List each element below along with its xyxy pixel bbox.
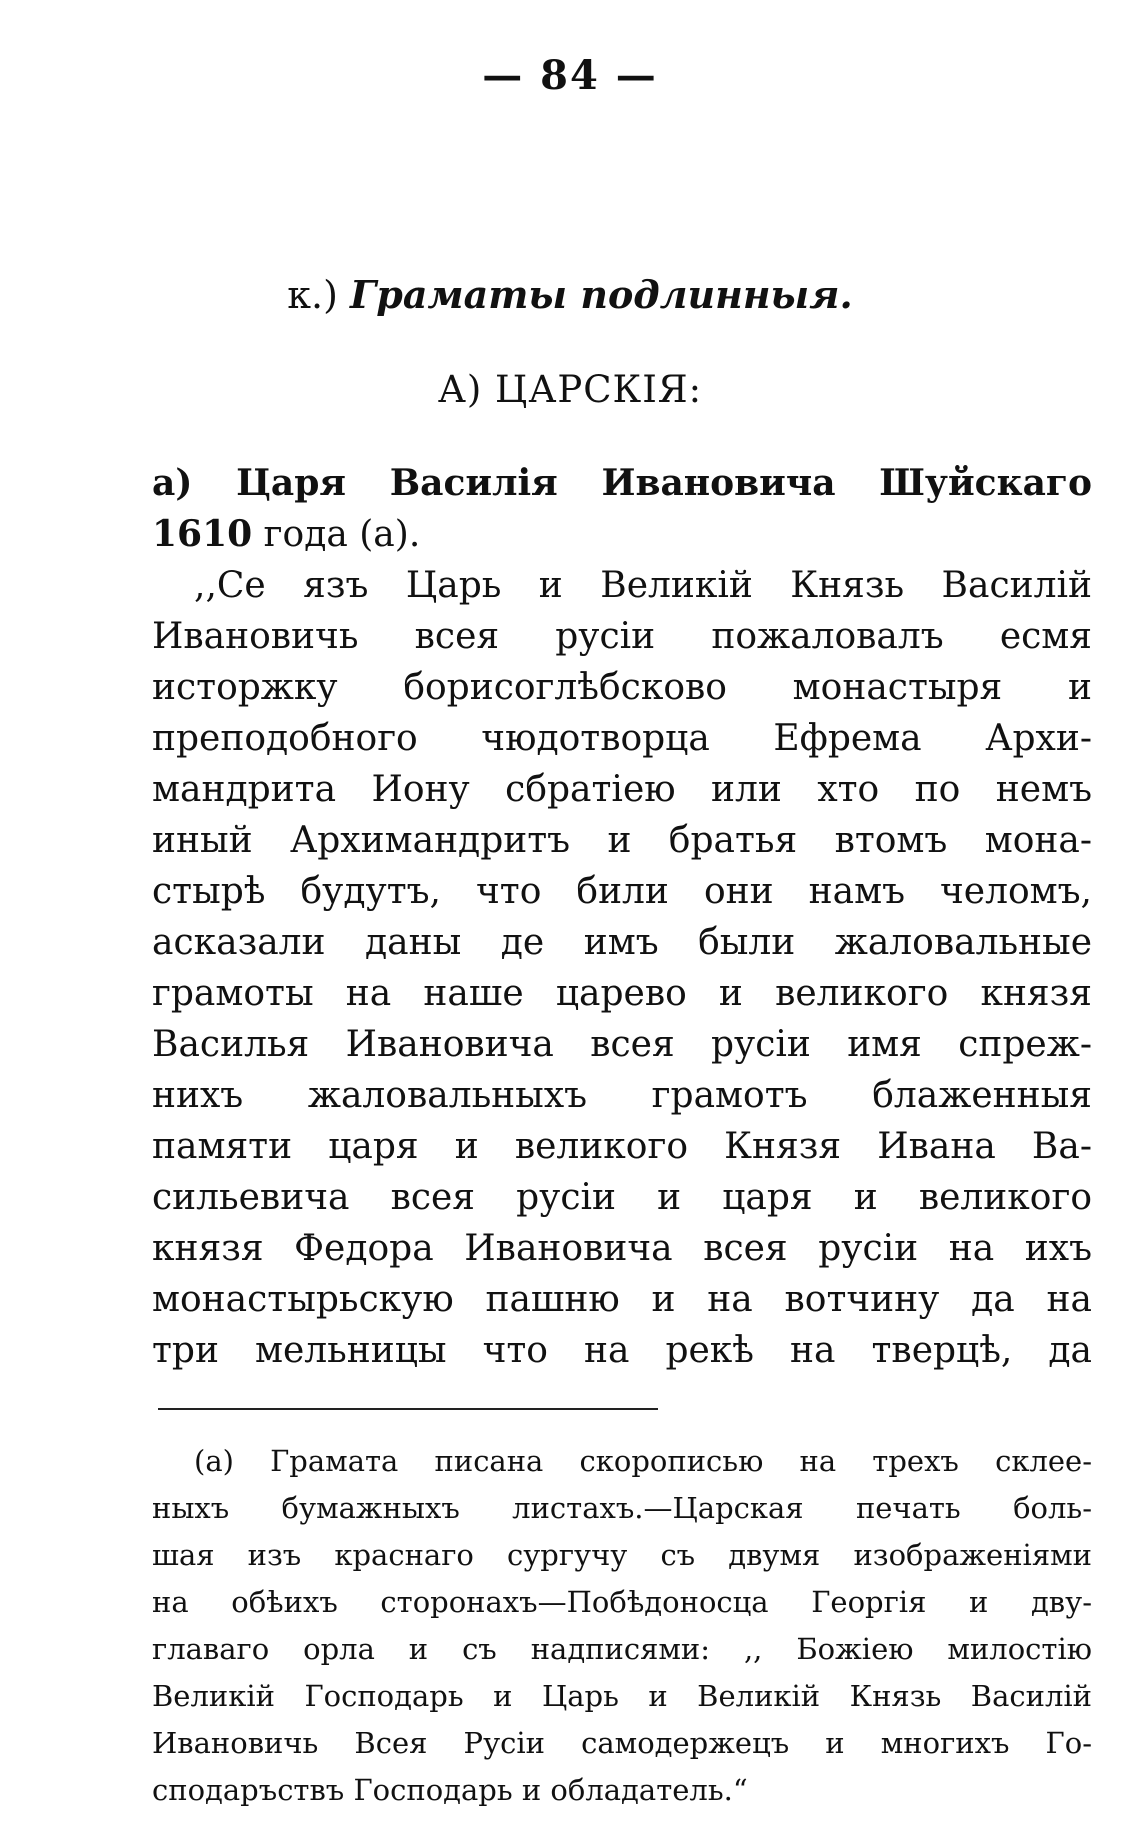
body-line: Василья Ивановича всея русіи имя спреж-: [152, 1024, 1092, 1065]
body-line: Ивановичь всея русіи пожаловалъ есмя: [152, 616, 1092, 657]
section-prefix: к.): [287, 273, 338, 317]
footnote-line: Ивановичь Всея Русіи самодержецъ и многихъ Го-: [152, 1726, 1092, 1760]
charter-heading-line-2: [152, 509, 1092, 560]
body-line: грамоты на наше царево и великого князя: [152, 973, 1092, 1014]
body-line: иный Архимандритъ и братья втомъ мона-: [152, 820, 1092, 861]
body-line: ,,Се язъ Царь и Великій Князь Василій: [194, 565, 1092, 606]
charter-heading-line-1: а) Царя Василія Ивановича Шуйскаго: [152, 462, 1092, 504]
footnote-line: сподаръствъ Господарь и обладатель.“: [152, 1773, 748, 1807]
footnote-divider: [158, 1408, 658, 1410]
footnote-line: главаго орла и съ надписями: ,, Божіею милостію: [152, 1632, 1092, 1666]
section-title: [0, 272, 1140, 317]
body-line: стырѣ будутъ, что били они намъ челомъ,: [152, 871, 1092, 912]
footnote-line: ныхъ бумажныхъ листахъ.—Царская печать боль-: [152, 1491, 1092, 1525]
body-line: мандрита Иону сбратіею или хто по немъ: [152, 769, 1092, 810]
footnote-line: (а) Грамата писана скорописью на трехъ склее-: [194, 1444, 1092, 1478]
body-line: исторжку борисоглѣбсково монастыря и: [152, 667, 1092, 708]
body-line: асказали даны де имъ были жаловальные: [152, 922, 1092, 963]
body-line: князя Федора Ивановича всея русіи на ихъ: [152, 1228, 1092, 1269]
body-line: монастырьскую пашню и на вотчину да на: [152, 1279, 1092, 1320]
page-number: — 84 —: [482, 52, 658, 99]
section-title-text: Граматы подлинныя.: [350, 272, 853, 317]
document-body: [152, 458, 1092, 1376]
charter-heading-rest: года (а).: [263, 514, 421, 555]
footnote-line: на обѣихъ сторонахъ—Побѣдоносца Георгія и дву-: [152, 1585, 1092, 1619]
subsection-heading: А) ЦАРСКIЯ:: [437, 368, 703, 411]
body-line: памяти царя и великого Князя Ивана Ва-: [152, 1126, 1092, 1167]
body-line: сильевича всея русіи и царя и великого: [152, 1177, 1092, 1218]
body-line: нихъ жаловальныхъ грамотъ блаженныя: [152, 1075, 1092, 1116]
body-line: преподобного чюдотворца Ефрема Архи-: [152, 718, 1092, 759]
body-line: три мельницы что на рекѣ на тверцѣ, да: [152, 1330, 1092, 1371]
charter-year: 1610: [152, 513, 253, 555]
footnote-line: шая изъ краснаго сургучу съ двумя изображеніями: [152, 1538, 1092, 1572]
footnote: [152, 1438, 1092, 1814]
footnote-line: Великій Господарь и Царь и Великій Князь Василій: [152, 1679, 1092, 1713]
